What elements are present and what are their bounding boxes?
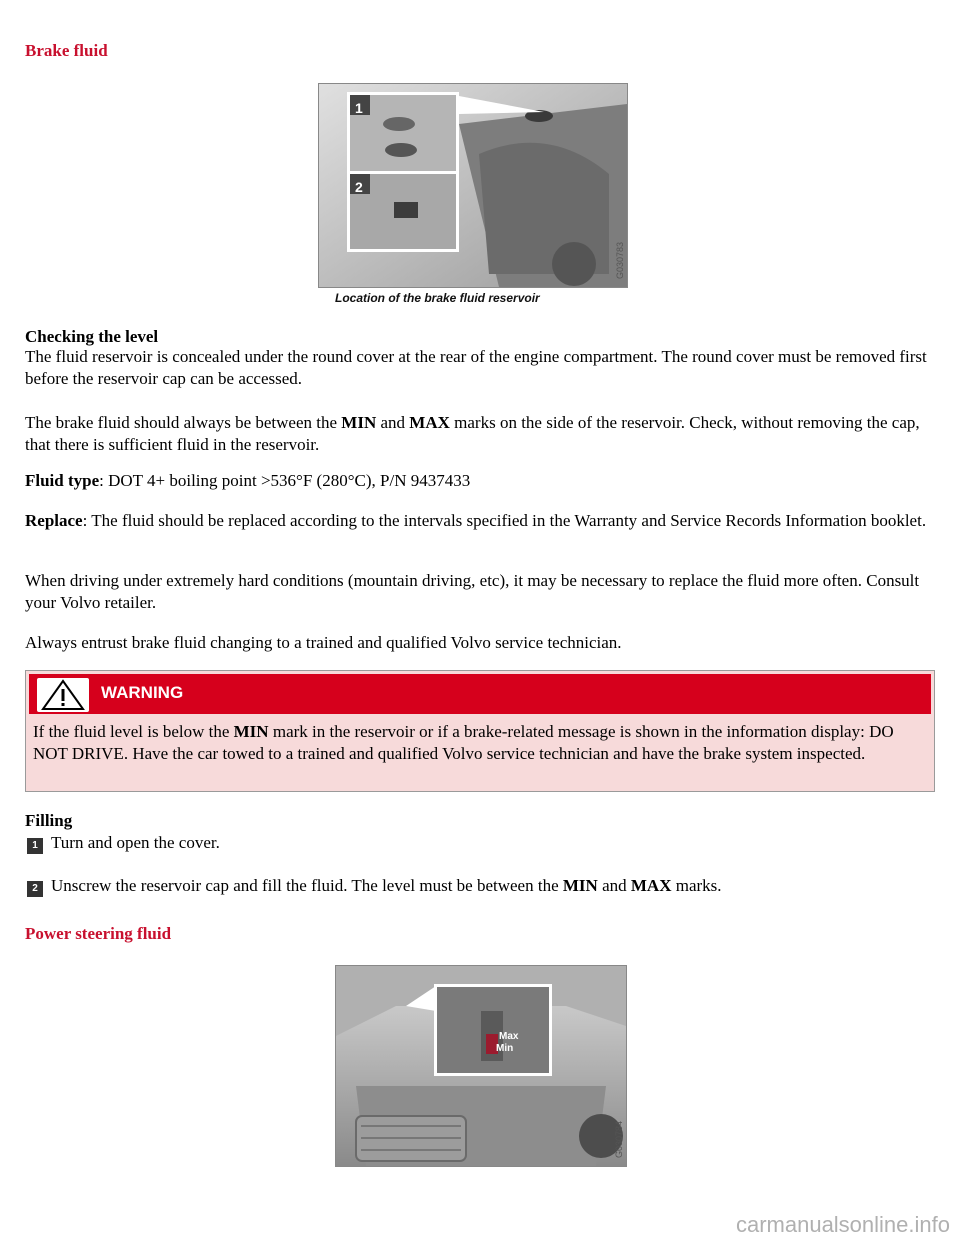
power-steering-title: Power steering fluid xyxy=(25,924,172,943)
step-1-text: Turn and open the cover. xyxy=(51,833,220,852)
brake-fluid-title: Brake fluid xyxy=(25,41,108,60)
figure-code: G030783 xyxy=(615,241,625,279)
step-1-icon: 1 xyxy=(27,838,43,854)
warning-triangle-icon xyxy=(37,678,89,712)
technician-paragraph: Always entrust brake fluid changing to a trained and qualified Volvo service technician. xyxy=(25,633,622,652)
min-label: Min xyxy=(496,1043,514,1054)
power-steering-figure xyxy=(335,965,627,1167)
car-front-illustration xyxy=(336,966,626,1166)
hard-conditions-paragraph: When driving under extremely hard conditions (mountain driving, etc), it may be necessary to replace the fluid more often. Consult your Volvo retailer. xyxy=(25,571,920,612)
warning-header xyxy=(29,674,931,714)
inset-label-2: 2 xyxy=(355,179,363,195)
engine-bay-illustration xyxy=(319,84,627,287)
warning-text: If the fluid level is below the MIN mark in the reservoir or if a brake-related message is shown in the information display: DO NOT DRIVE. Have the car towed to a trained and qualified Volvo service technician and have the brake system inspected. xyxy=(33,722,894,763)
warning-box xyxy=(25,670,935,792)
min-max-paragraph: The brake fluid should always be between the MIN and MAX marks on the side of the reservoir. Check, without removing the cap, that there is sufficient fluid in the reservoir. xyxy=(25,413,920,454)
fluid-type-paragraph: Fluid type: DOT 4+ boiling point >536°F (280°C), P/N 9437433 xyxy=(25,471,471,490)
replace-paragraph: Replace: The fluid should be replaced according to the intervals specified in the Warranty and Service Records Information booklet. xyxy=(25,511,927,530)
filling-heading: Filling xyxy=(25,811,73,830)
reservoir-paragraph: The fluid reservoir is concealed under the round cover at the rear of the engine compartment. The round cover must be removed first before the reservoir cap can be accessed. xyxy=(25,347,927,388)
figure-caption: Location of the brake fluid reservoir xyxy=(335,291,540,305)
footer-watermark: carmanualsonline.info xyxy=(735,1212,950,1237)
inset-label-1: 1 xyxy=(355,100,363,116)
brake-reservoir-figure xyxy=(318,83,628,288)
warning-title: WARNING xyxy=(101,683,184,702)
step-2-text: Unscrew the reservoir cap and fill the fluid. The level must be between the MIN and MAX marks. xyxy=(51,876,722,895)
max-label: Max xyxy=(499,1031,519,1042)
step-2-icon: 2 xyxy=(27,881,43,897)
checking-level-heading: Checking the level xyxy=(25,327,159,346)
figure-code-2: G030784 xyxy=(614,1120,624,1158)
